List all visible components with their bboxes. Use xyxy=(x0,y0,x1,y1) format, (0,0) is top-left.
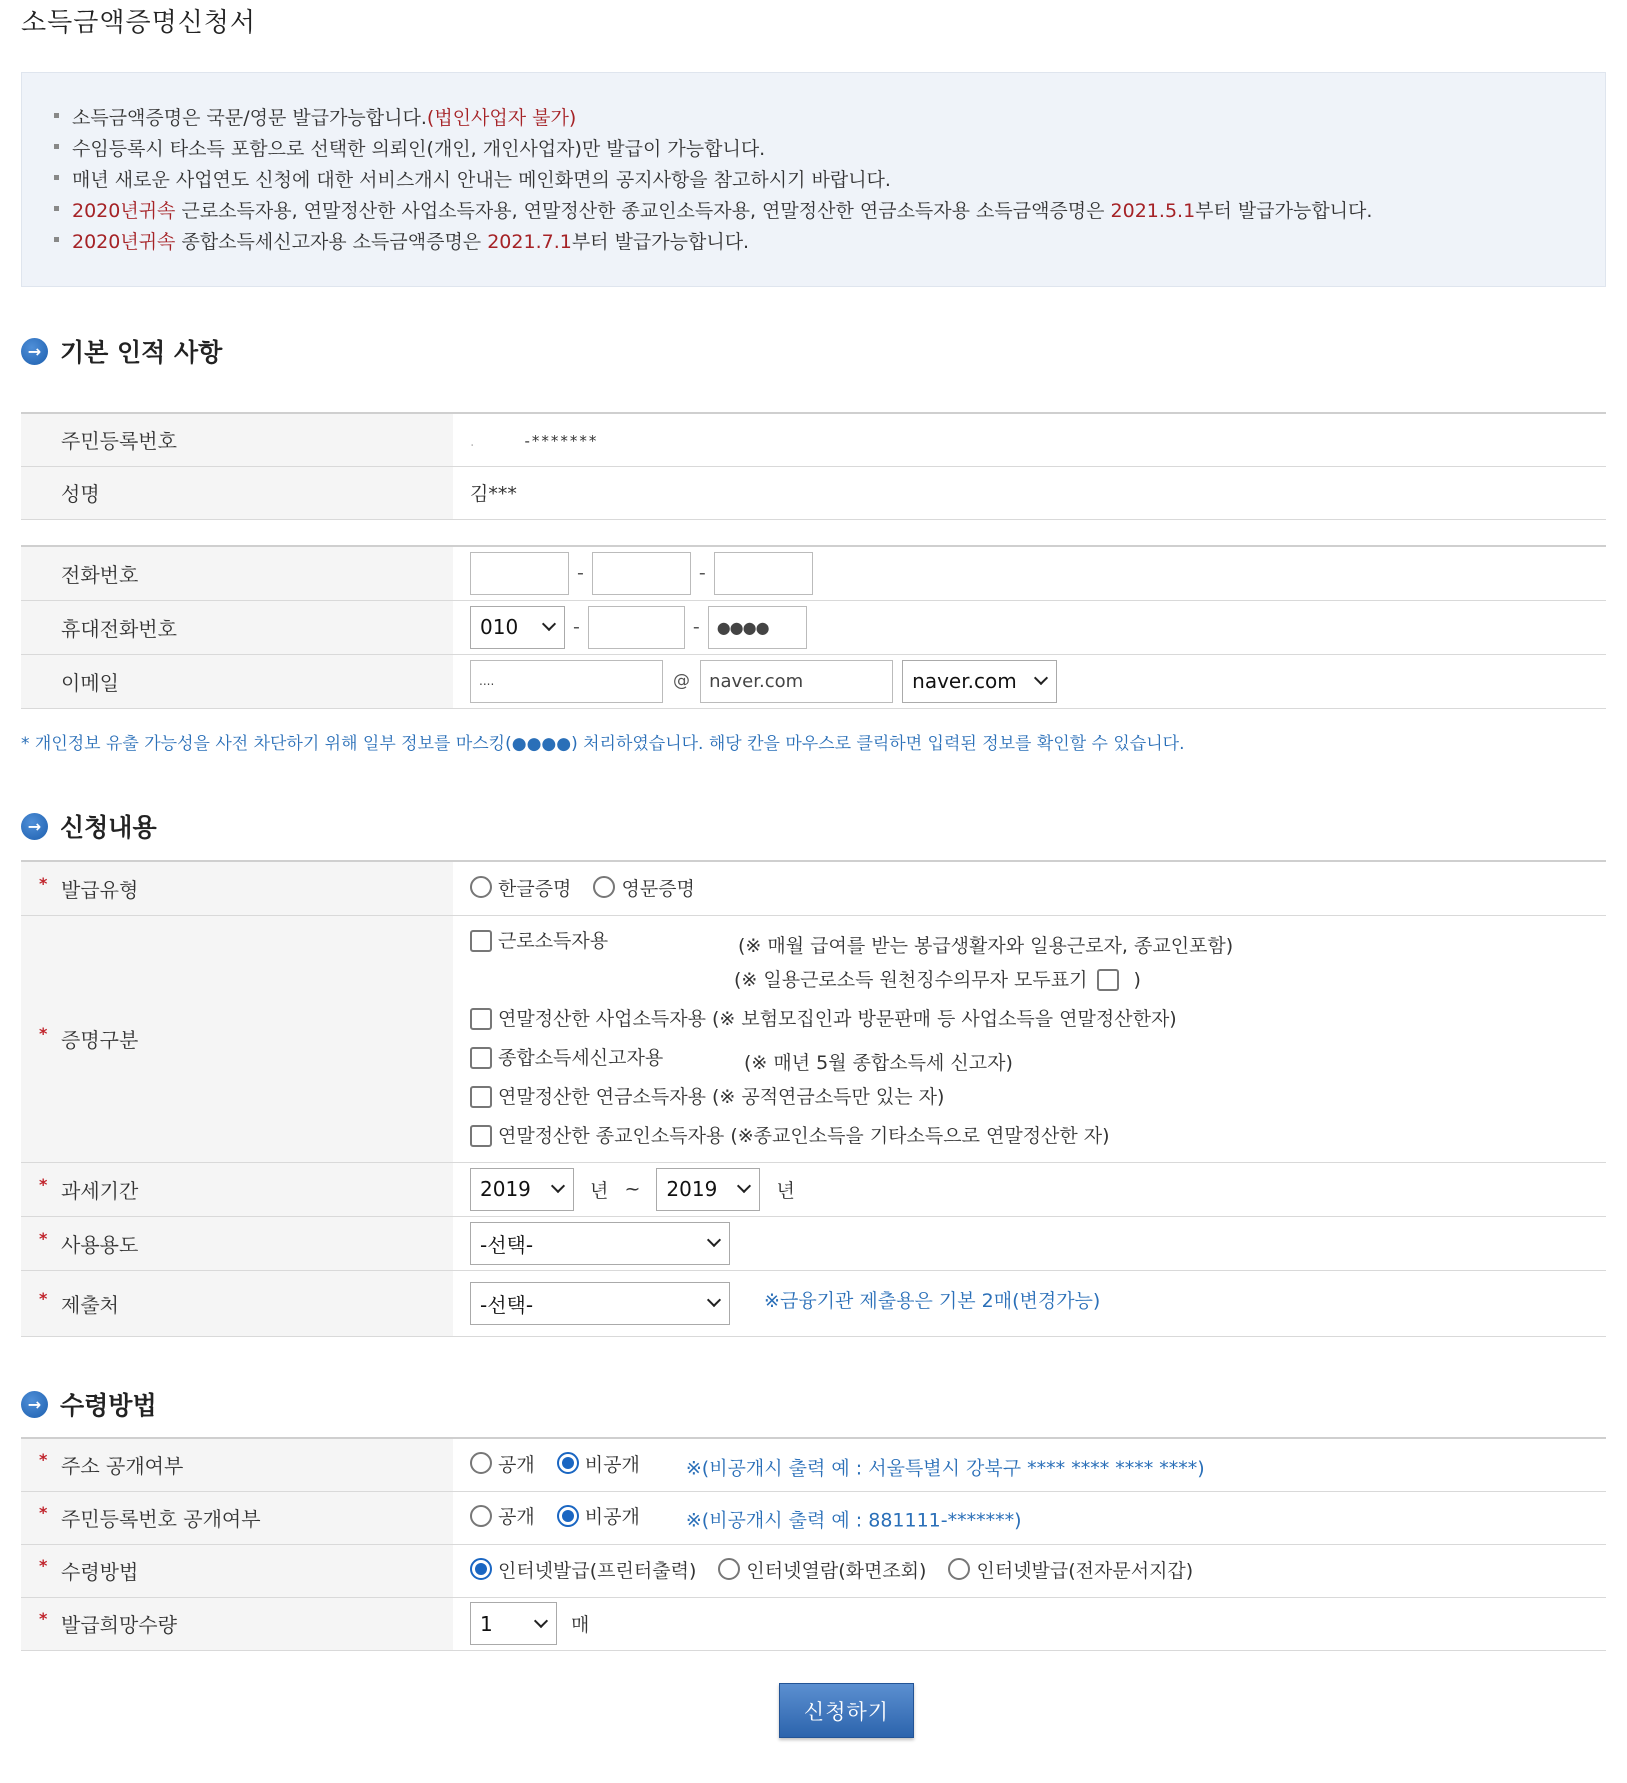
email-at: @ xyxy=(673,671,691,691)
mask-note: * 개인정보 유출 가능성을 사전 차단하기 위해 일부 정보를 마스킹(●●●●) 처리하였습니다. 해당 칸을 마우스로 클릭하면 입력된 정보를 확인할 수 있습니다. xyxy=(21,734,1185,754)
name-value: 김*** xyxy=(453,466,1606,519)
phone-label: 전화번호 xyxy=(21,546,453,600)
arrow-right-icon: → xyxy=(21,338,48,365)
notice-box xyxy=(21,72,1606,287)
submit-to-hint: ※금융기관 제출용은 기본 2매(변경가능) xyxy=(764,1289,1101,1312)
cert-opt1-sub: (※ 일용근로소득 원천징수의무자 모두표기 xyxy=(734,968,1088,991)
notice-item: 매년 새로운 사업연도 신청에 대한 서비스개시 안내는 메인화면의 공지사항을 참고하시기 바랍니다. xyxy=(54,165,1372,196)
addr-hint: ※(비공개시 출력 예 : 서울특별시 강북구 **** **** **** ****) xyxy=(685,1457,1205,1479)
rrn-public-radio[interactable]: 공개 xyxy=(470,1502,535,1529)
arrow-right-icon: → xyxy=(21,1391,48,1418)
notice-item: 수임등록시 타소득 포함으로 선택한 의뢰인(개인, 개인사업자)만 발급이 가능합니다. xyxy=(54,134,1372,165)
section-title: 신청내용 xyxy=(60,813,157,842)
qty-unit: 매 xyxy=(571,1614,590,1636)
period-label: 과세기간 xyxy=(61,1178,139,1203)
email-label: 이메일 xyxy=(21,654,453,708)
qty-select[interactable]: 1 xyxy=(470,1602,557,1645)
required-star-icon: * xyxy=(39,1024,48,1043)
issue-type-label: 발급유형 xyxy=(61,877,139,902)
name-label: 성명 xyxy=(21,466,453,519)
qty-label: 발급희망수량 xyxy=(61,1613,177,1637)
mobile-last-field[interactable]: ●●●● xyxy=(708,606,807,649)
daily-worker-all-checkbox[interactable] xyxy=(1097,969,1119,991)
purpose-label: 사용용도 xyxy=(61,1232,139,1257)
email-id-field[interactable]: .... xyxy=(470,660,663,703)
rrn-hint: ※(비공개시 출력 예 : 881111-*******) xyxy=(685,1509,1022,1532)
addr-public-label: 주소 공개여부 xyxy=(61,1454,184,1479)
phone-field-1[interactable] xyxy=(470,552,569,595)
section-receive-header xyxy=(21,1386,157,1422)
mobile-prefix-select[interactable]: 010 xyxy=(470,606,565,649)
cert-global-income-checkbox[interactable]: 종합소득세신고자용 xyxy=(470,1039,732,1078)
page-title: 소득금액증명신청서 xyxy=(21,8,257,38)
required-star-icon: * xyxy=(39,1228,48,1248)
chevron-down-icon xyxy=(534,1613,548,1627)
rrn-public-label: 주민등록번호 공개여부 xyxy=(61,1507,261,1531)
required-star-icon: * xyxy=(39,1556,48,1575)
issue-type-korean-radio[interactable]: 한글증명 xyxy=(470,874,571,901)
notice-item: 소득금액증명은 국문/영문 발급가능합니다.(법인사업자 불가) xyxy=(54,103,1372,134)
basic-info-table: 주민등록번호 . -******* 성명 김*** xyxy=(21,412,1606,520)
required-star-icon: * xyxy=(39,1174,48,1194)
cert-business-income-checkbox[interactable]: 연말정산한 사업소득자용 (※ 보험모집인과 방문판매 등 사업소득을 연말정산한자) xyxy=(470,1000,1177,1039)
section-basic-header xyxy=(21,333,222,369)
required-star-icon: * xyxy=(39,1609,48,1628)
required-star-icon: * xyxy=(39,1450,48,1470)
mobile-label: 휴대전화번호 xyxy=(21,600,453,654)
method-label: 수령방법 xyxy=(61,1560,139,1584)
addr-private-radio[interactable]: 비공개 xyxy=(557,1450,640,1477)
phone-field-2[interactable] xyxy=(592,552,691,595)
chevron-down-icon xyxy=(707,1293,721,1307)
rrn-private-radio[interactable]: 비공개 xyxy=(557,1502,640,1529)
chevron-down-icon xyxy=(1034,671,1048,685)
required-star-icon: * xyxy=(39,1288,48,1308)
method-view-radio[interactable]: 인터넷열람(화면조회) xyxy=(718,1556,926,1583)
section-request-header xyxy=(21,808,157,844)
issue-type-english-radio[interactable]: 영문증명 xyxy=(593,874,694,901)
contact-table: 전화번호 - - 휴대전화번호 010 - - ●●●● 이메일 .... @ naver.com naver.com xyxy=(21,545,1606,709)
notice-item: 2020년귀속 종합소득세신고자용 소득금액증명은 2021.7.1부터 발급가능합니다. xyxy=(54,227,1372,258)
rrn-value: -******* xyxy=(524,431,599,450)
cert-opt3-note: (※ 매년 5월 종합소득세 신고자) xyxy=(744,1052,1013,1074)
cert-pension-income-checkbox[interactable]: 연말정산한 연금소득자용 (※ 공적연금소득만 있는 자) xyxy=(470,1078,944,1117)
method-print-radio[interactable]: 인터넷발급(프린터출력) xyxy=(470,1556,696,1583)
chevron-down-icon xyxy=(551,1179,565,1193)
period-from-select[interactable]: 2019 xyxy=(470,1168,574,1211)
section-title: 수령방법 xyxy=(60,1391,157,1420)
required-star-icon: * xyxy=(39,873,48,893)
receive-table xyxy=(21,1437,1606,1651)
cert-earned-income-checkbox[interactable]: 근로소득자용 xyxy=(470,922,730,961)
cert-opt1-note: (※ 매월 급여를 받는 봉급생활자와 일용근로자, 종교인포함) xyxy=(738,935,1234,957)
phone-field-3[interactable] xyxy=(714,552,813,595)
mobile-middle-field[interactable] xyxy=(588,606,685,649)
chevron-down-icon xyxy=(542,617,556,631)
submit-to-label: 제출처 xyxy=(61,1292,119,1317)
submit-to-select[interactable]: -선택- xyxy=(470,1282,730,1325)
cert-religious-income-checkbox[interactable]: 연말정산한 종교인소득자용 (※종교인소득을 기타소득으로 연말정산한 자) xyxy=(470,1117,1110,1156)
request-table: * 발급유형 한글증명 영문증명 * 증명구분 근로소득자용 (※ 매월 급여를 받는 봉급생활자와 일용근로자, 종교인포함) (※ 일용근로소득 원천징수의무자 모두표기 ) 연말정산한 사업소득자용 (※ 보험모집인과 방문판매 등 사업소득을 연말정산한자) 종합소득세신고자용 (※ 매년 5월 종합소득세 신고자) 연말정산한 연금소득자용 (※ 공적연금소득만 있는 자) 연말정산한 종교인소득자용 (※종교인소득을 기타소득으로 연말정산한 자) * 과세기간 2019 년 ~ 2019 년 * 사용용도 -선택- * 제출처 -선택- ※금융기관 제출용은 기본 2매(변경가능) xyxy=(21,860,1606,1337)
addr-public-radio[interactable]: 공개 xyxy=(470,1450,535,1477)
required-star-icon: * xyxy=(39,1503,48,1522)
chevron-down-icon xyxy=(707,1233,721,1247)
rrn-label: 주민등록번호 xyxy=(21,413,453,466)
section-title: 기본 인적 사항 xyxy=(60,338,223,367)
email-domain-field[interactable]: naver.com xyxy=(700,660,893,703)
arrow-right-icon: → xyxy=(21,813,48,840)
purpose-select[interactable]: -선택- xyxy=(470,1222,730,1265)
method-wallet-radio[interactable]: 인터넷발급(전자문서지갑) xyxy=(948,1556,1193,1583)
chevron-down-icon xyxy=(737,1179,751,1193)
notice-item: 2020년귀속 근로소득자용, 연말정산한 사업소득자용, 연말정산한 종교인소득자용, 연말정산한 연금소득자용 소득금액증명은 2021.5.1부터 발급가능합니다. xyxy=(54,196,1372,227)
period-to-select[interactable]: 2019 xyxy=(656,1168,760,1211)
email-domain-select[interactable]: naver.com xyxy=(902,660,1057,703)
cert-type-label: 증명구분 xyxy=(61,1028,139,1052)
submit-button[interactable]: 신청하기 xyxy=(779,1683,914,1738)
